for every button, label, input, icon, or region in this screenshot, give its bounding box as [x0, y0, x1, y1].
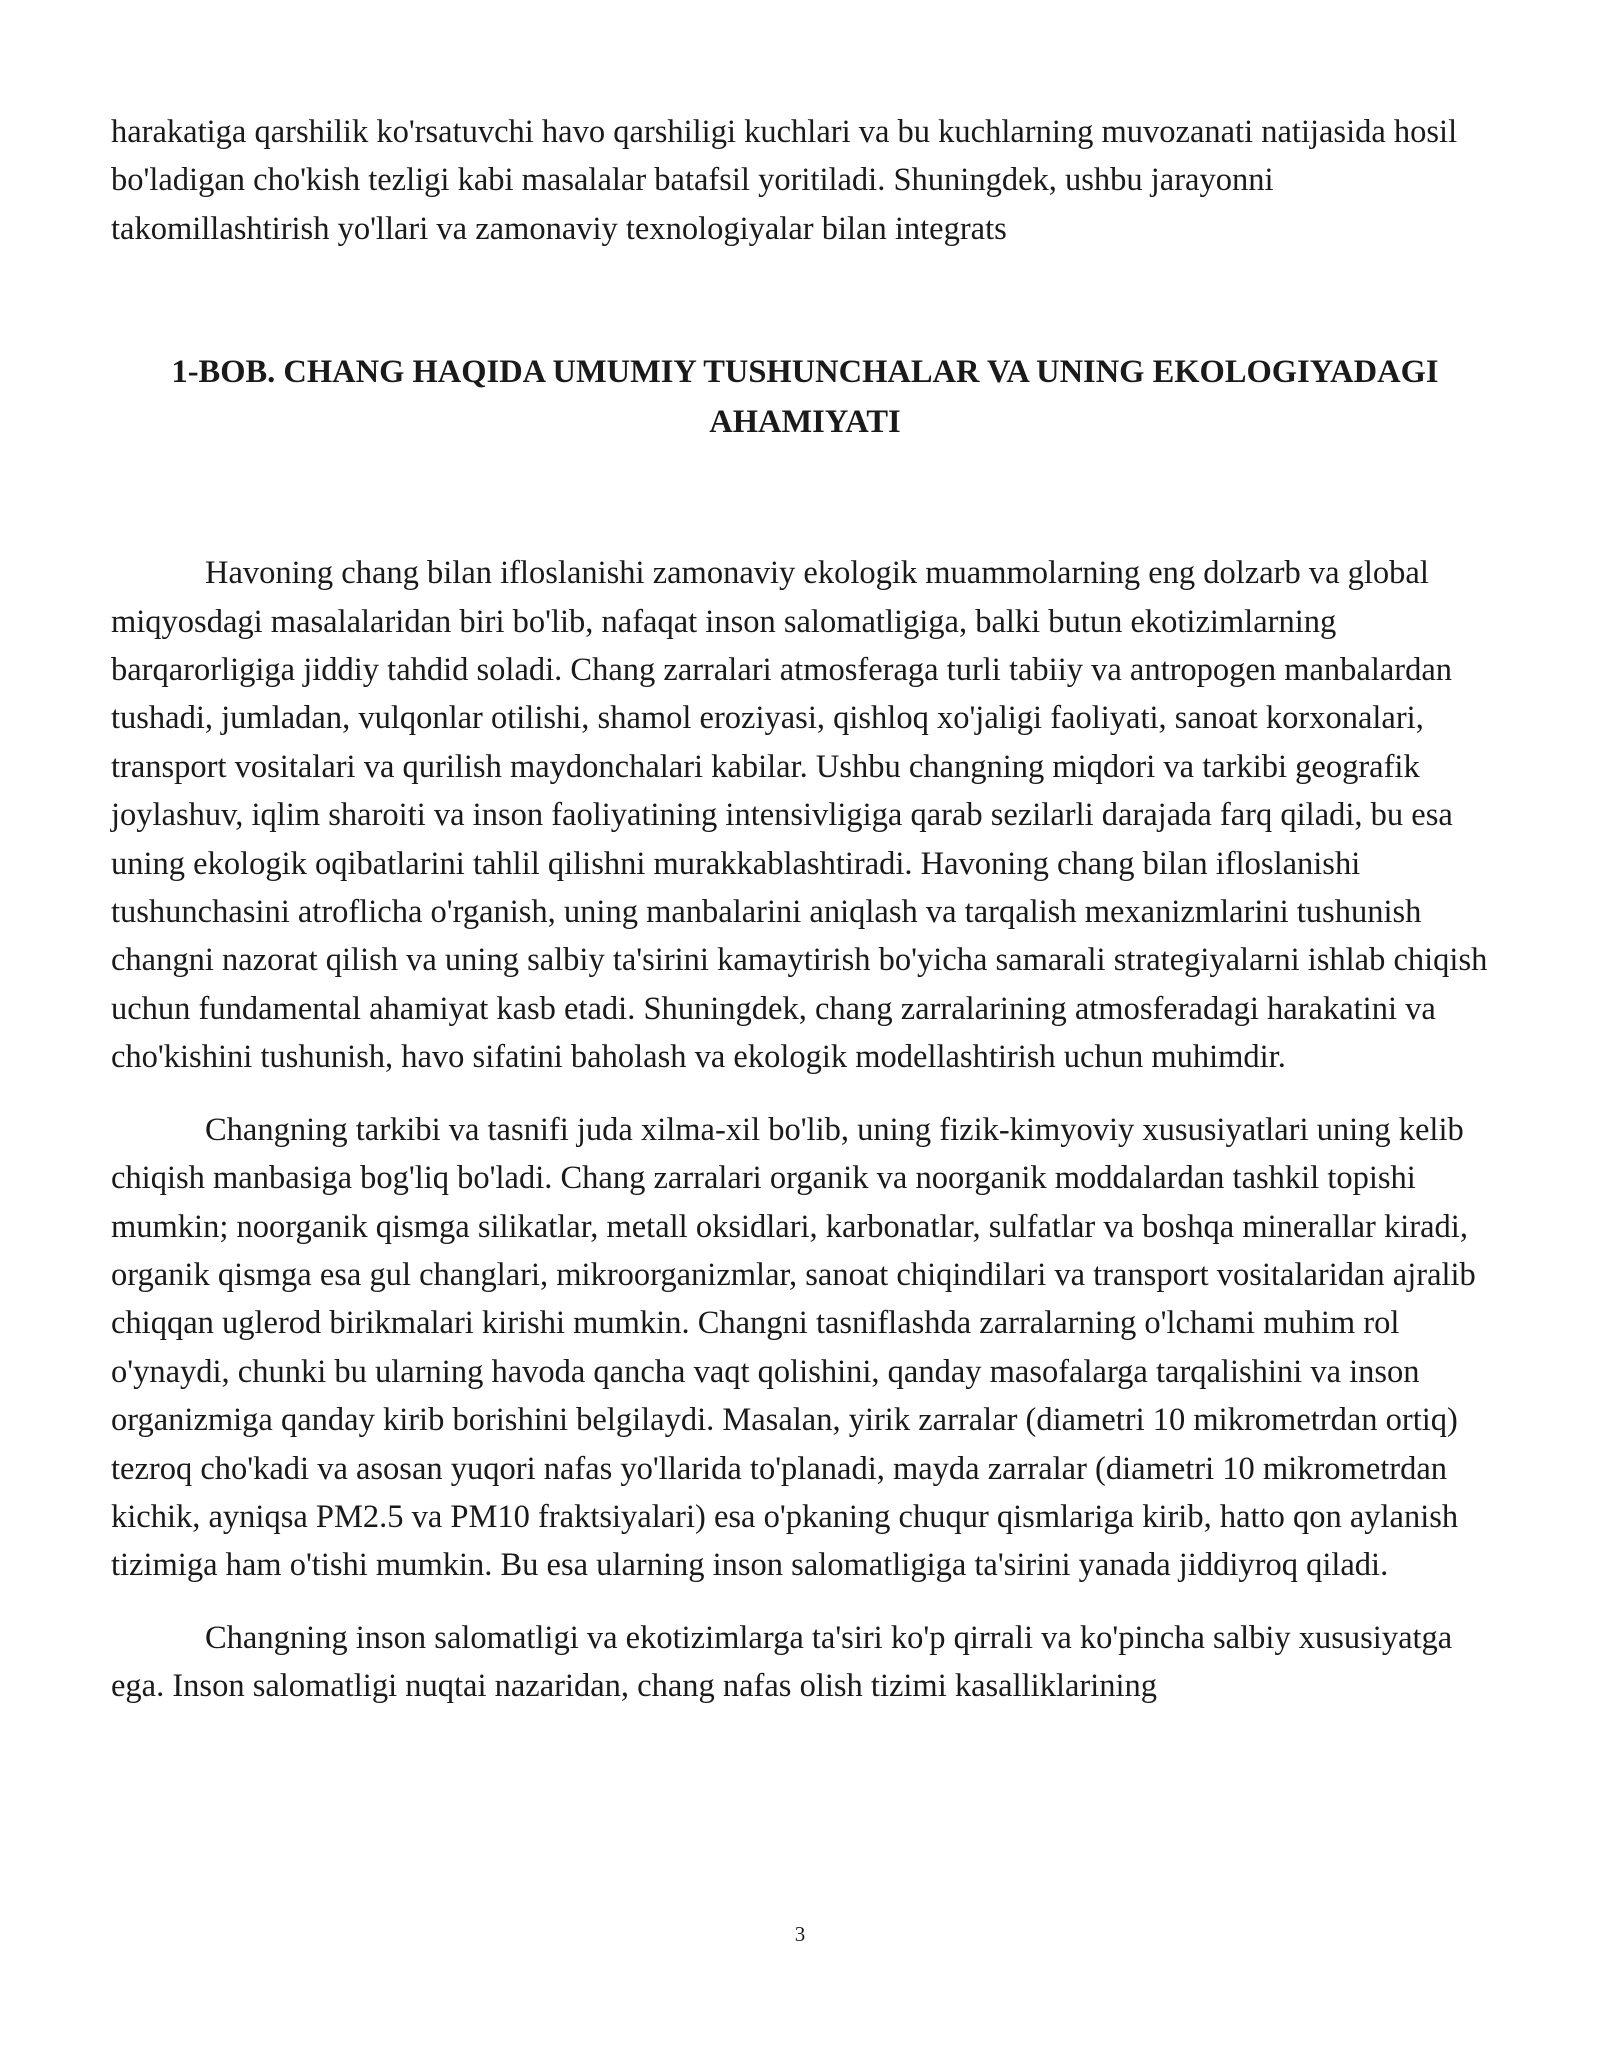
chapter-title: 1-BOB. CHANG HAQIDA UMUMIY TUSHUNCHALAR VA UNING EKOLOGIYADAGI AHAMIYATI	[171, 354, 1439, 441]
body-paragraph: Changning tarkibi va tasnifi juda xilma-xil bo'lib, uning fizik-kimyoviy xususiyatlari uning kelib chiqish manbasiga bog'liq bo'ladi. Chang zarralari organik va noorganik moddalardan tashkil topishi mumkin; noorganik qismga silikatlar, metall oksidlari, karbonatlar, sulfatlar va boshqa minerallar kiradi, organik qismga esa gul changlari, mikroorganizmlar, sanoat chiqindilari va transport vositalaridan ajralib chiqqan uglerod birikmalari kirishi mumkin. Changni tasniflashda zarralarning o'lchami muhim rol o'ynaydi, chunki bu ularning havoda qancha vaqt qolishini, qanday masofalarga tarqalishini va inson organizmiga qanday kirib borishini belgilaydi. Masalan, yirik zarralar (diametri 10 mikrometrdan ortiq) tezroq cho'kadi va asosan yuqori nafas yo'llarida to'planadi, mayda zarralar (diametri 10 mikrometrdan kichik, ayniqsa PM2.5 va PM10 fraktsiyalari) esa o'pkaning chuqur qismlariga kirib, hatto qon aylanish tizimiga ham o'tishi mumkin. Bu esa ularning inson salomatligiga ta'sirini yanada jiddiyroq qiladi.	[111, 1111, 1476, 1584]
body-paragraph: Havoning chang bilan ifloslanishi zamonaviy ekologik muammolarning eng dolzarb va global miqyosdagi masalalaridan biri bo'lib, nafaqat inson salomatligiga, balki butun ekotizimlarning barqarorligiga jiddiy tahdid soladi. Chang zarralari atmosferaga turli tabiiy va antropogen manbalardan tushadi, jumladan, vulqonlar otilishi, shamol eroziyasi, qishloq xo'jaligi faoliyati, sanoat korxonalari, transport vositalari va qurilish maydonchalari kabilar. Ushbu changning miqdori va tarkibi geografik joylashuv, iqlim sharoiti va inson faoliyatining intensivligiga qarab sezilarli darajada farq qiladi, bu esa uning ekologik oqibatlarini tahlil qilishni murakkablashtiradi. Havoning chang bilan ifloslanishi tushunchasini atroflicha o'rganish, uning manbalarini aniqlash va tarqalish mexanizmlarini tushunish changni nazorat qilish va uning salbiy ta'sirini kamaytirish bo'yicha samarali strategiyalarni ishlab chiqish uchun fundamental ahamiyat kasb etadi. Shuningdek, chang zarralarining atmosferadagi harakatini va cho'kishini tushunish, havo sifatini baholash va ekologik modellashtirish uchun muhimdir.	[111, 555, 1488, 1076]
intro-paragraph: harakatiga qarshilik ko'rsatuvchi havo qarshiligi kuchlari va bu kuchlarning muvozanati natijasida hosil bo'ladigan cho'kish tezligi kabi masalalar batafsil yoritiladi. Shuningdek, ushbu jarayonni takomillashtirish yo'llari va zamonaviy texnologiyalar bilan integrats	[111, 114, 1458, 247]
body-paragraph: Changning inson salomatligi va ekotizimlarga ta'siri ko'p qirrali va ko'pincha salbiy xususiyatga ega. Inson salomatligi nuqtai nazaridan, chang nafas olish tizimi kasalliklarining	[111, 1619, 1453, 1705]
document-page	[111, 108, 1499, 1711]
page-number: 3	[794, 1922, 806, 1946]
